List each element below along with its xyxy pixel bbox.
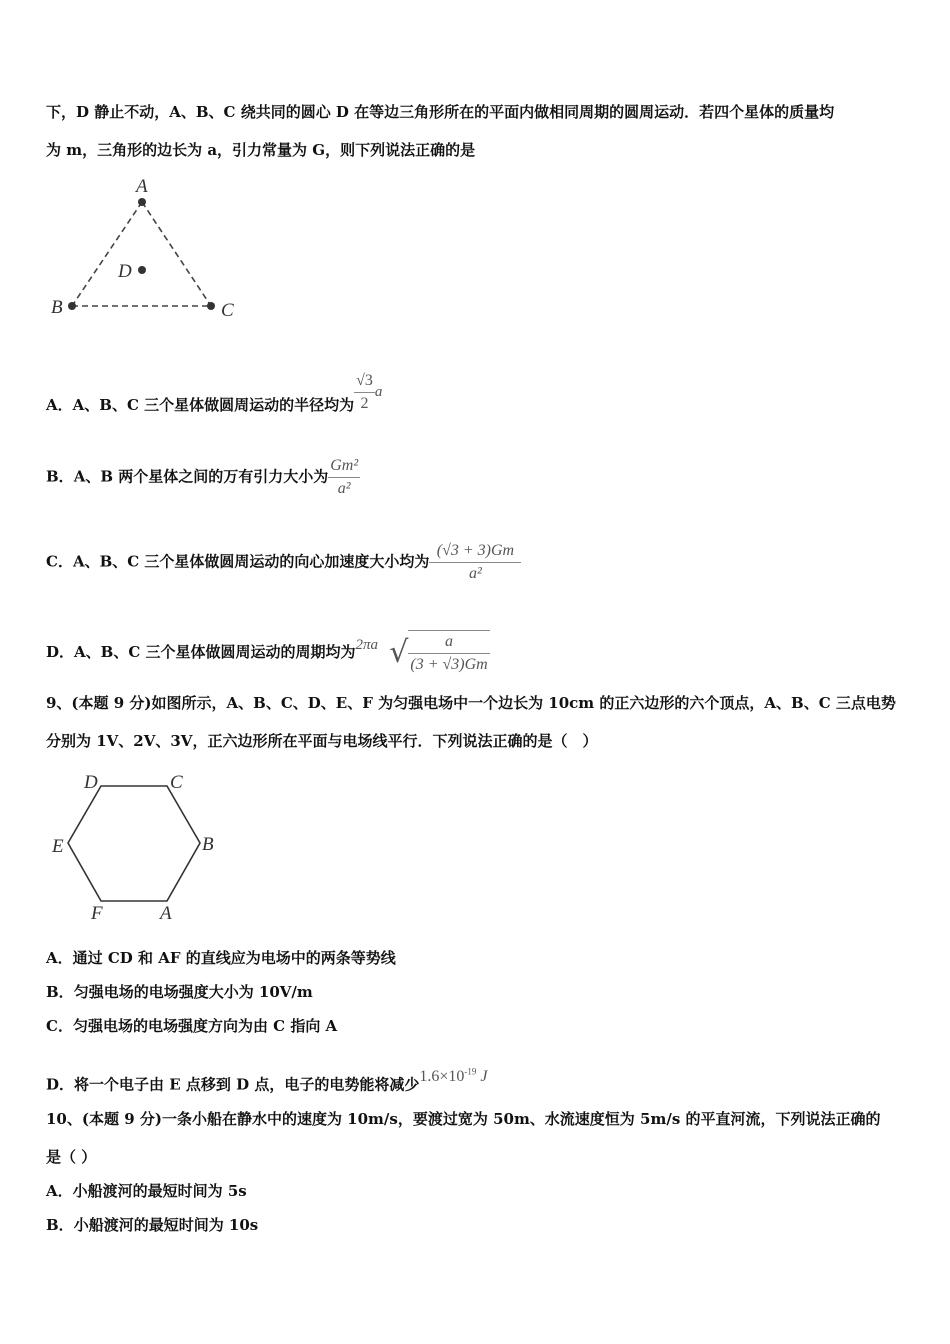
svg-text:F: F: [91, 903, 103, 924]
svg-text:B: B: [51, 297, 63, 318]
q8-option-d: D．A、B、C 三个星体做圆周运动的周期均为2πa √ $\frac{a}{(3 + √3)Gm}$: [46, 625, 490, 676]
svg-text:E: E: [52, 836, 64, 857]
svg-text:A: A: [160, 903, 172, 924]
q9-option-d: D．将一个电子由 E 点移到 D 点，电子的电势能将减少$1.6\times 10^{-19}$ J: [46, 1067, 488, 1094]
q10-option-b: B．小船渡河的最短时间为 10s: [46, 1216, 259, 1234]
q10-stem-line1: 10、(本题 9 分)一条小船在静水中的速度为 10m/s，要渡过宽为 50m、水流速度恒为 5m/s 的平直河流，下列说法正确的: [46, 1110, 881, 1128]
q8-option-c: C．A、B、C 三个星体做圆周运动的向心加速度大小均为 $\frac{(√3 + 3)Gm}{\text{a²}}$: [46, 540, 521, 585]
formula-gravity: $\frac{\text{Gm²}}{\text{a²}}$: [330, 457, 359, 497]
q8-triangle-figure: [44, 172, 254, 326]
svg-text:D: D: [84, 772, 98, 793]
formula-acceleration: $\frac{(√3 + 3)Gm}{\text{a²}}$: [429, 540, 521, 585]
q9-option-b: B．匀强电场的电场强度大小为 10V/m: [46, 983, 313, 1001]
q10-stem-line2: 是（ ）: [46, 1148, 97, 1166]
svg-text:C: C: [221, 300, 234, 321]
formula-period: $\frac{a}{(3 + √3)Gm}$: [408, 630, 489, 676]
q8-option-a: A．A、B、C 三个星体做圆周运动的半径均为 $\frac{√3}{2}$ a: [46, 371, 383, 414]
svg-text:A: A: [136, 176, 148, 197]
q9-option-a: A．通过 CD 和 AF 的直线应为电场中的两条等势线: [46, 949, 396, 967]
q9-hexagon-figure: [44, 766, 224, 930]
q10-option-a: A．小船渡河的最短时间为 5s: [46, 1182, 247, 1200]
svg-text:B: B: [202, 834, 214, 855]
sqrt-icon: √: [389, 635, 409, 670]
svg-text:D: D: [118, 261, 132, 282]
q8-stem-line2: 为 m，三角形的边长为 a，引力常量为 G，则下列说法正确的是: [46, 141, 476, 159]
q8-stem-line1: 下，D 静止不动，A、B、C 绕共同的圆心 D 在等边三角形所在的平面内做相同周期的圆周运动．若四个星体的质量均: [46, 103, 835, 121]
q9-stem-line2: 分别为 1V、2V、3V，正六边形所在平面与电场线平行．下列说法正确的是（ ）: [46, 732, 598, 750]
svg-text:C: C: [170, 772, 183, 793]
formula-energy: $1.6\times 10^{-19}$ J: [419, 1067, 488, 1086]
formula-radius: $\frac{√3}{2}$: [356, 371, 373, 412]
q8-option-b: B．A、B 两个星体之间的万有引力大小为 $\frac{\text{Gm²}}{\text{a²}}$: [46, 455, 360, 500]
q9-option-c: C．匀强电场的电场强度方向为由 C 指向 A: [46, 1017, 338, 1035]
q9-stem-line1: 9、(本题 9 分)如图所示，A、B、C、D、E、F 为匀强电场中一个边长为 10cm 的正六边形的六个顶点，A、B、C 三点电势: [46, 694, 896, 712]
